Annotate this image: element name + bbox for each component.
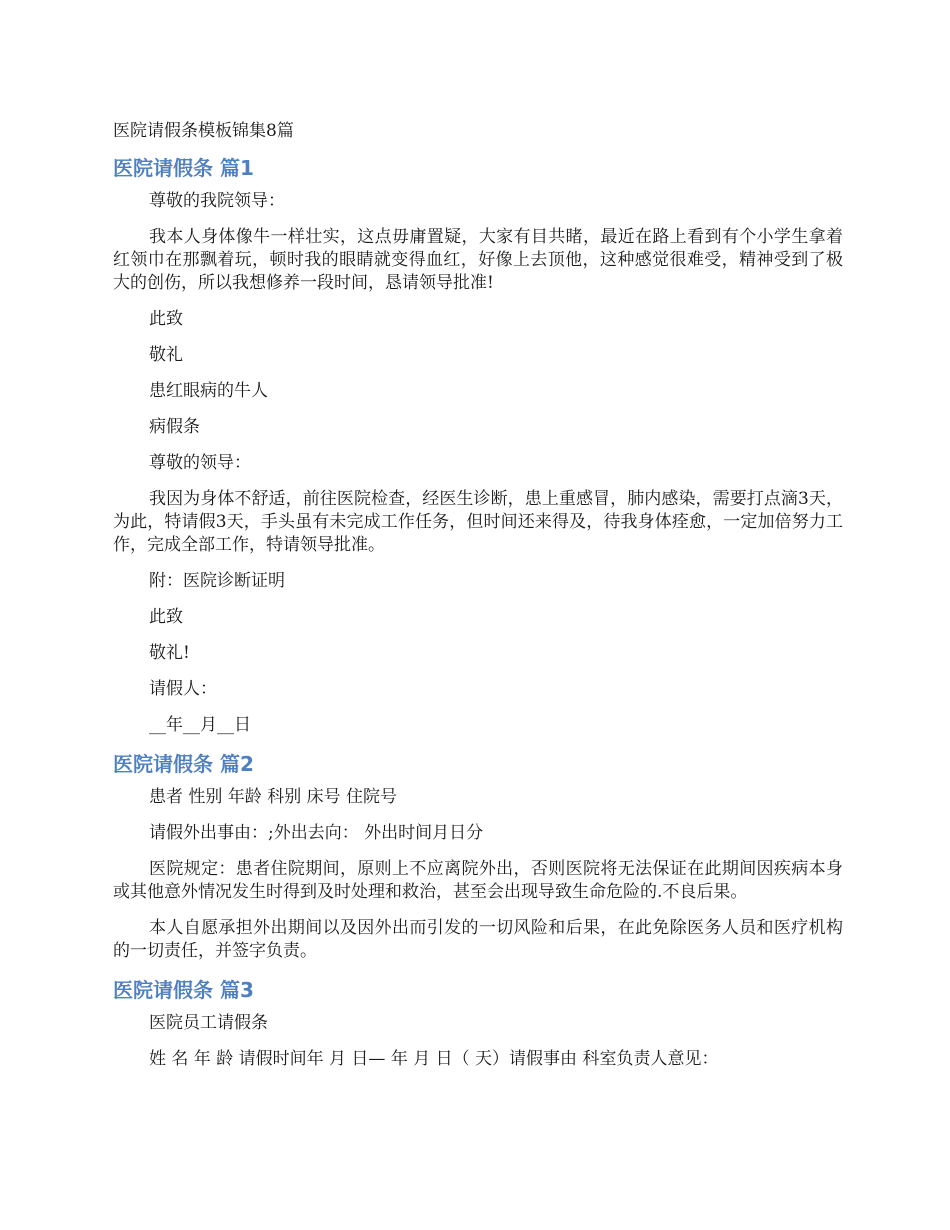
section-1 bbox=[113, 154, 843, 737]
paragraph: 医院员工请假条 bbox=[149, 1013, 268, 1033]
paragraph: 医院规定：患者住院期间，原则上不应离院外出，否则医院将无法保证在此期间因疾病本身或其他意外情况发生时得到及时处理和救治，甚至会出现导致生命危险的.不良后果。 bbox=[113, 859, 843, 902]
paragraph: 患红眼病的牛人 bbox=[149, 381, 268, 401]
paragraph: 病假条 bbox=[149, 417, 200, 437]
paragraph: 敬礼 bbox=[149, 345, 183, 365]
paragraph: 此致 bbox=[149, 309, 183, 329]
document-title: 医院请假条模板锦集8篇 bbox=[113, 121, 294, 141]
section-3 bbox=[113, 976, 843, 1071]
paragraph: 患者 性别 年龄 科别 床号 住院号 bbox=[149, 787, 398, 807]
paragraph: 姓 名 年 龄 请假时间年 月 日— 年 月 日（ 天）请假事由 科室负责人意见： bbox=[149, 1049, 719, 1069]
paragraph: 此致 bbox=[149, 607, 183, 627]
paragraph: __年__月__日 bbox=[149, 715, 251, 735]
paragraph: 尊敬的我院领导： bbox=[149, 191, 285, 211]
section-heading: 医院请假条 篇3 bbox=[113, 978, 254, 1002]
section-2 bbox=[113, 750, 843, 963]
paragraph: 本人自愿承担外出期间以及因外出而引发的一切风险和后果，在此免除医务人员和医疗机构的一切责任，并签字负责。 bbox=[113, 918, 843, 961]
section-heading: 医院请假条 篇2 bbox=[113, 752, 254, 776]
paragraph: 附：医院诊断证明 bbox=[149, 571, 285, 591]
paragraph: 敬礼! bbox=[149, 643, 190, 663]
section-heading: 医院请假条 篇1 bbox=[113, 156, 254, 180]
paragraph: 请假外出事由：;外出去向： 外出时间月日分 bbox=[149, 823, 484, 843]
paragraph: 尊敬的领导： bbox=[149, 453, 251, 473]
paragraph: 我本人身体像牛一样壮实，这点毋庸置疑，大家有目共睹，最近在路上看到有个小学生拿着红领巾在那飘着玩，顿时我的眼睛就变得血红，好像上去顶他，这种感觉很难受，精神受到了极大的创伤，所以我想修养一段时间，恳请领导批准! bbox=[113, 227, 843, 293]
document-page bbox=[113, 118, 843, 1084]
paragraph: 我因为身体不舒适，前往医院检查，经医生诊断，患上重感冒，肺内感染，需要打点滴3天，为此，特请假3天，手头虽有未完成工作任务，但时间还来得及，待我身体痊愈，一定加倍努力工作，完成全部工作，特请领导批准。 bbox=[113, 489, 843, 555]
paragraph: 请假人： bbox=[149, 679, 217, 699]
